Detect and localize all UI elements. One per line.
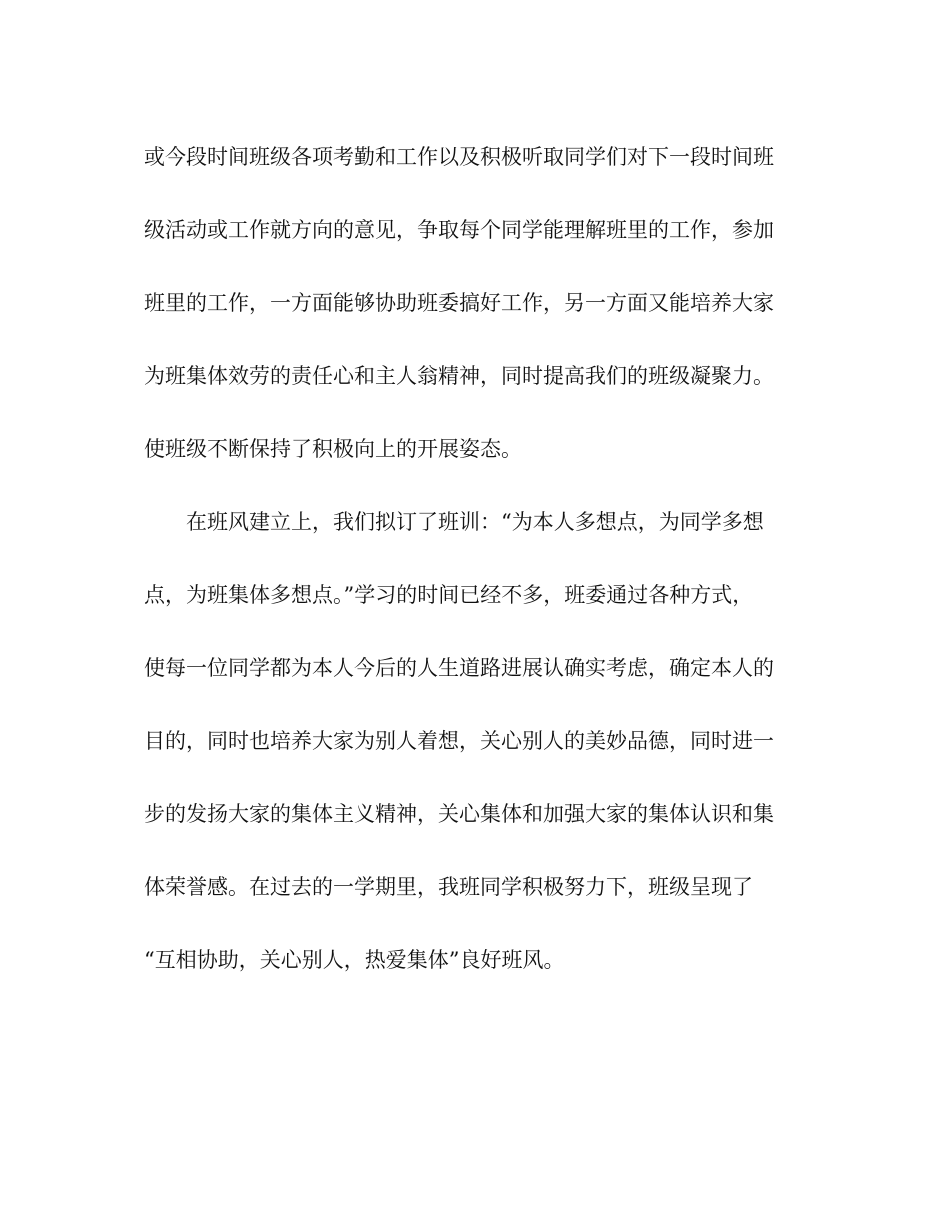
body-text — [144, 130, 804, 1006]
text-line-4: 为班集体效劳的责任心和主人翁精神，同时提高我们的班级凝聚力。 — [144, 364, 774, 388]
text-line-8: 使每一位同学都为本人今后的人生道路进展认确实考虑，确定本人的 — [144, 656, 774, 680]
text-line-6: 在班风建立上，我们拟订了班训：“为本人多想点，为同学多想 — [186, 510, 764, 534]
text-line-5: 使班级不断保持了积极向上的开展姿态。 — [144, 437, 522, 461]
text-line-1: 或今段时间班级各项考勤和工作以及积极听取同学们对下一段时间班 — [144, 145, 774, 169]
text-line-7: 点，为班集体多想点。”学习的时间已经不多，班委通过各种方式， — [144, 583, 754, 607]
text-line-10: 步的发扬大家的集体主义精神，关心集体和加强大家的集体认识和集 — [144, 802, 774, 826]
text-line-11: 体荣誉感。在过去的一学期里，我班同学积极努力下，班级呈现了 — [144, 875, 753, 899]
text-line-3: 班里的工作，一方面能够协助班委搞好工作，另一方面又能培养大家 — [144, 291, 774, 315]
text-line-9: 目的，同时也培养大家为别人着想，关心别人的美妙品德，同时进一 — [144, 729, 774, 753]
text-line-12: “互相协助，关心别人，热爱集体”良好班风。 — [144, 948, 565, 972]
text-line-2: 级活动或工作就方向的意见，争取每个同学能理解班里的工作，参加 — [144, 218, 774, 242]
